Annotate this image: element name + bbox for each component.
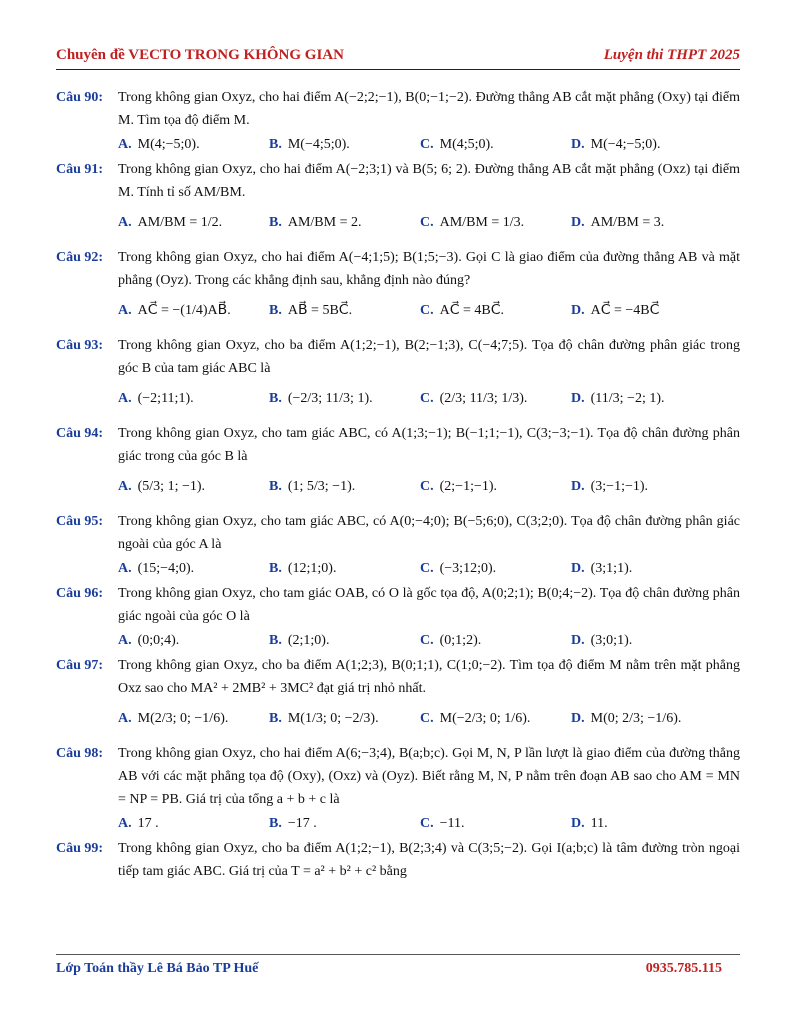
option-value: AM/BM = 1/3. — [439, 215, 525, 230]
question-label: Câu 90: — [56, 90, 104, 105]
option-letter: A. — [118, 303, 132, 318]
option-letter: B. — [269, 137, 282, 152]
answer-option[interactable] — [571, 702, 722, 736]
answer-option[interactable] — [571, 133, 722, 156]
option-letter: D. — [571, 479, 585, 494]
question-label: Câu 99: — [56, 841, 104, 856]
answer-option[interactable] — [420, 294, 571, 328]
answer-options — [118, 702, 740, 736]
option-letter: B. — [269, 479, 282, 494]
answer-option[interactable] — [118, 557, 269, 580]
option-value: (15;−4;0). — [137, 561, 195, 576]
option-letter: B. — [269, 561, 282, 576]
page-header — [56, 44, 740, 70]
question-label: Câu 92: — [56, 250, 104, 265]
question-item — [56, 742, 740, 835]
option-letter: B. — [269, 816, 282, 831]
question-item — [56, 654, 740, 736]
option-value: (−3;12;0). — [439, 561, 497, 576]
option-value: M(4;−5;0). — [137, 137, 200, 152]
option-value: (3;0;1). — [590, 633, 633, 648]
question-text: Trong không gian Oxyz, cho hai điểm A(6;−3;4), B(a;b;c). Gọi M, N, P lần lượt là giao điểm của đường thẳng AB với các mặt phẳng tọa độ (Oxy), (Oxz) và (Oyz). Biết rằng M, N, P nằm trên đoạn AB sao cho AM = MN = NP = PB. Giá trị của tổng a + b + c là — [118, 746, 740, 807]
answer-option[interactable] — [420, 133, 571, 156]
answer-option[interactable] — [269, 629, 420, 652]
option-letter: C. — [420, 137, 434, 152]
footer-phone: 0935.785.115 — [645, 961, 722, 976]
answer-options — [118, 294, 740, 328]
question-label: Câu 98: — [56, 746, 104, 761]
option-value: AC⃗ = 4BC⃗. — [439, 303, 505, 318]
question-text: Trong không gian Oxyz, cho hai điểm A(−2;2;−1), B(0;−1;−2). Đường thẳng AB cắt mặt phẳng (Oxy) tại điểm M. Tìm tọa độ điểm M. — [118, 90, 740, 128]
option-value: M(1/3; 0; −2/3). — [287, 711, 379, 726]
answer-option[interactable] — [269, 557, 420, 580]
answer-option[interactable] — [118, 382, 269, 416]
question-label: Câu 93: — [56, 338, 104, 353]
option-letter: A. — [118, 561, 132, 576]
option-value: AC⃗ = −(1/4)AB⃗. — [137, 303, 231, 318]
option-value: (0;0;4). — [137, 633, 180, 648]
option-letter: D. — [571, 303, 585, 318]
question-text: Trong không gian Oxyz, cho tam giác ABC, có A(1;3;−1); B(−1;1;−1), C(3;−3;−1). Tọa độ chân đường phân giác trong của góc B là — [118, 426, 740, 464]
question-item — [56, 86, 740, 156]
option-letter: B. — [269, 391, 282, 406]
answer-option[interactable] — [118, 294, 269, 328]
answer-options — [118, 812, 740, 835]
answer-option[interactable] — [571, 557, 722, 580]
option-letter: D. — [571, 711, 585, 726]
option-letter: A. — [118, 479, 132, 494]
question-text: Trong không gian Oxyz, cho hai điểm A(−4;1;5); B(1;5;−3). Gọi C là giao điểm của đường thẳng AB và mặt phẳng (Oyz). Trong các khẳng định sau, khẳng định nào đúng? — [118, 250, 740, 288]
option-letter: B. — [269, 711, 282, 726]
answer-option[interactable] — [420, 382, 571, 416]
question-label: Câu 94: — [56, 426, 104, 441]
option-value: (−2;11;1). — [137, 391, 194, 406]
option-letter: D. — [571, 561, 585, 576]
question-item — [56, 246, 740, 328]
answer-options — [118, 133, 740, 156]
question-item — [56, 422, 740, 504]
option-letter: D. — [571, 137, 585, 152]
answer-options — [118, 470, 740, 504]
option-letter: C. — [420, 303, 434, 318]
option-letter: C. — [420, 711, 434, 726]
option-value: 17 . — [137, 816, 159, 831]
question-list — [56, 86, 740, 885]
answer-option[interactable] — [571, 206, 722, 240]
answer-option[interactable] — [269, 812, 420, 835]
option-value: (−2/3; 11/3; 1). — [287, 391, 373, 406]
question-item — [56, 582, 740, 652]
option-value: M(2/3; 0; −1/6). — [137, 711, 229, 726]
option-letter: B. — [269, 303, 282, 318]
answer-option[interactable] — [420, 206, 571, 240]
question-text: Trong không gian Oxyz, cho hai điểm A(−2;3;1) và B(5; 6; 2). Đường thẳng AB cắt mặt phẳng (Oxz) tại điểm M. Tính tỉ số AM/BM. — [118, 162, 740, 200]
option-value: M(−4;5;0). — [287, 137, 350, 152]
option-value: M(−2/3; 0; 1/6). — [439, 711, 531, 726]
answer-option[interactable] — [118, 629, 269, 652]
option-value: M(0; 2/3; −1/6). — [590, 711, 682, 726]
answer-option[interactable] — [118, 812, 269, 835]
option-letter: D. — [571, 215, 585, 230]
option-value: AM/BM = 1/2. — [137, 215, 223, 230]
answer-option[interactable] — [571, 470, 722, 504]
option-value: (3;1;1). — [590, 561, 633, 576]
answer-option[interactable] — [269, 702, 420, 736]
answer-option[interactable] — [571, 629, 722, 652]
option-letter: B. — [269, 215, 282, 230]
answer-option[interactable] — [420, 702, 571, 736]
question-item — [56, 837, 740, 883]
page-footer — [56, 954, 740, 976]
option-letter: A. — [118, 391, 132, 406]
question-text: Trong không gian Oxyz, cho ba điểm A(1;2;3), B(0;1;1), C(1;0;−2). Tìm tọa độ điểm M nằm trên mặt phẳng Oxz sao cho MA² + 2MB² + 3MC² đạt giá trị nhỏ nhất. — [118, 658, 740, 696]
option-letter: A. — [118, 711, 132, 726]
question-label: Câu 91: — [56, 162, 104, 177]
answer-option[interactable] — [571, 812, 722, 835]
option-value: M(4;5;0). — [439, 137, 494, 152]
answer-option[interactable] — [420, 629, 571, 652]
option-letter: C. — [420, 215, 434, 230]
answer-option[interactable] — [420, 470, 571, 504]
option-value: (12;1;0). — [287, 561, 337, 576]
answer-option[interactable] — [571, 382, 722, 416]
header-topic-title: Chuyên đề VECTO TRONG KHÔNG GIAN — [56, 47, 344, 63]
question-item — [56, 510, 740, 580]
answer-option[interactable] — [118, 133, 269, 156]
option-letter: A. — [118, 215, 132, 230]
option-value: (11/3; −2; 1). — [590, 391, 665, 406]
question-text: Trong không gian Oxyz, cho ba điểm A(1;2;−1), B(2;3;4) và C(3;5;−2). Gọi I(a;b;c) là tâm đường tròn ngoại tiếp tam giác ABC. Giá trị của T = a² + b² + c² bằng — [118, 841, 740, 879]
option-letter: B. — [269, 633, 282, 648]
question-label: Câu 97: — [56, 658, 104, 673]
answer-options — [118, 382, 740, 416]
option-letter: C. — [420, 561, 434, 576]
question-label: Câu 95: — [56, 514, 104, 529]
answer-option[interactable] — [269, 382, 420, 416]
answer-option[interactable] — [571, 294, 722, 328]
option-value: (0;1;2). — [439, 633, 482, 648]
question-text: Trong không gian Oxyz, cho tam giác ABC, có A(0;−4;0); B(−5;6;0), C(3;2;0). Tọa độ chân đường phân giác ngoài của góc A là — [118, 514, 740, 552]
option-value: AM/BM = 3. — [590, 215, 665, 230]
footer-teacher: Lớp Toán thầy Lê Bá Bảo TP Huế — [56, 961, 259, 976]
option-value: (2/3; 11/3; 1/3). — [439, 391, 528, 406]
option-value: (5/3; 1; −1). — [137, 479, 206, 494]
option-value: −17 . — [287, 816, 317, 831]
option-letter: C. — [420, 479, 434, 494]
header-exam-title: Luyện thi THPT 2025 — [603, 47, 740, 63]
question-text: Trong không gian Oxyz, cho ba điểm A(1;2;−1), B(2;−1;3), C(−4;7;5). Tọa độ chân đường phân giác trong góc B của tam giác ABC là — [118, 338, 740, 376]
answer-option[interactable] — [420, 812, 571, 835]
answer-options — [118, 206, 740, 240]
option-letter: D. — [571, 816, 585, 831]
option-value: (3;−1;−1). — [590, 479, 649, 494]
answer-option[interactable] — [118, 206, 269, 240]
option-value: 11. — [590, 816, 608, 831]
option-letter: A. — [118, 633, 132, 648]
option-value: (2;−1;−1). — [439, 479, 498, 494]
option-value: M(−4;−5;0). — [590, 137, 661, 152]
option-letter: A. — [118, 137, 132, 152]
option-letter: C. — [420, 816, 434, 831]
option-value: (2;1;0). — [287, 633, 330, 648]
question-text: Trong không gian Oxyz, cho tam giác OAB, có O là gốc tọa độ, A(0;2;1); B(0;4;−2). Tọa độ chân đường phân giác ngoài của góc O là — [118, 586, 740, 624]
option-value: −11. — [439, 816, 465, 831]
option-letter: D. — [571, 391, 585, 406]
option-letter: C. — [420, 633, 434, 648]
option-value: AM/BM = 2. — [287, 215, 362, 230]
answer-option[interactable] — [118, 470, 269, 504]
option-letter: C. — [420, 391, 434, 406]
answer-option[interactable] — [269, 206, 420, 240]
question-item — [56, 158, 740, 240]
option-value: (1; 5/3; −1). — [287, 479, 356, 494]
question-label: Câu 96: — [56, 586, 104, 601]
answer-option[interactable] — [269, 294, 420, 328]
option-letter: A. — [118, 816, 132, 831]
question-item — [56, 334, 740, 416]
option-letter: D. — [571, 633, 585, 648]
answer-options — [118, 557, 740, 580]
answer-options — [118, 629, 740, 652]
answer-option[interactable] — [269, 133, 420, 156]
option-value: AC⃗ = −4BC⃗ — [590, 303, 660, 318]
option-value: AB⃗ = 5BC⃗. — [287, 303, 353, 318]
answer-option[interactable] — [420, 557, 571, 580]
answer-option[interactable] — [269, 470, 420, 504]
answer-option[interactable] — [118, 702, 269, 736]
